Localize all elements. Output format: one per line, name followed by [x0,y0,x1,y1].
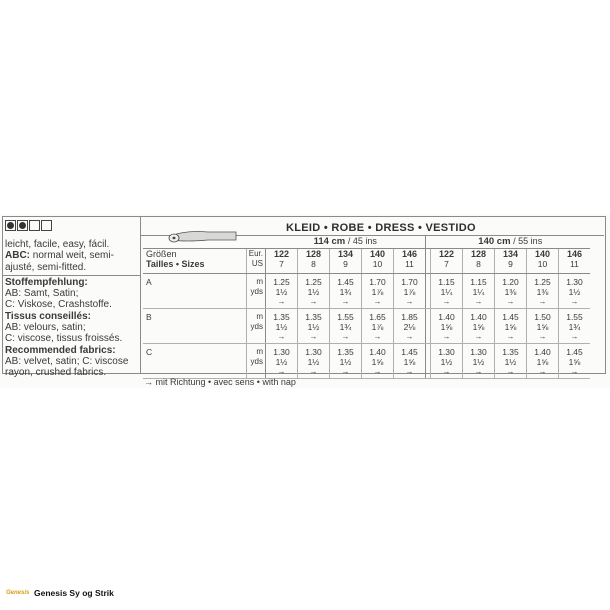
difficulty-dot-filled-icon [5,220,16,231]
difficulty-dot-empty-icon [29,220,40,231]
yardage-cell: 1.30 1½ → [559,274,591,309]
nap-arrow-icon: → [309,297,318,306]
nap-arrow-icon: → [405,297,414,306]
nap-footnote: → mit Richtung • avec sens • with nap [144,377,296,387]
nap-arrow-icon: → [442,297,451,306]
en-fabric-heading: Recommended fabrics: [5,344,116,356]
yardage-cell: 1.65 1⅞ → [362,309,394,344]
yardage-cell: 1.45 1¾ → [330,274,362,309]
nap-arrow-icon: → [341,332,350,341]
yardage-cell: 1.45 1⅝ → [495,309,527,344]
difficulty-label: leicht, facile, easy, fácil. [5,239,110,250]
yardage-cell: 1.15 1¼ → [463,274,495,309]
fabric-text [5,239,139,379]
nap-arrow-icon: → [405,367,414,376]
fabric-width-114: 114 cm / 45 ins [313,236,377,247]
yardage-cell: 1.45 1⅝ → [394,344,426,379]
nap-arrow-icon: → [474,297,483,306]
de-fabric-heading: Stoffempfehlung: [5,276,88,288]
yardage-cell: 1.35 1½ → [330,344,362,379]
yardage-cell: 1.30 1½ → [463,344,495,379]
size-header: 128 8 [463,249,495,274]
yardage-cell: 1.50 1⅝ → [527,309,559,344]
fabric-width-140: 140 cm / 55 ins [478,236,543,247]
nap-arrow-icon: → [277,297,286,306]
nap-arrow-icon: → [405,332,414,341]
nap-arrow-icon: → [538,297,547,306]
size-header: 140 10 [362,249,394,274]
size-header: 146 11 [559,249,591,274]
yardage-cell: 1.15 1¼ → [431,274,463,309]
nap-arrow-icon: → [341,297,350,306]
fit-description: ABC: normal weit, semi-ajusté, semi-fitted. [5,250,114,273]
nap-arrow-icon: → [309,332,318,341]
nap-arrow-icon: → [570,367,579,376]
fr-fabric-ab: AB: velours, satin; [5,322,86,334]
fabric-info-column [3,217,141,379]
view-label: A [143,274,247,309]
nap-arrow-icon: → [341,367,350,376]
table-row [143,309,590,344]
yardage-cell: 1.55 1¾ → [330,309,362,344]
size-header: 146 11 [394,249,426,274]
difficulty-dot-empty-icon [41,220,52,231]
nap-arrow-icon: → [506,297,515,306]
yardage-cell: 1.20 1⅜ → [495,274,527,309]
yardage-cell: 1.40 1⅝ → [362,344,394,379]
nap-arrow-icon: → [373,297,382,306]
table-row [143,344,590,379]
yardage-cell: 1.25 1⅜ → [527,274,559,309]
brand-name: Genesis Sy og Strik [34,588,114,598]
nap-arrow-icon: → [373,367,382,376]
yardage-cell: 1.40 1⅝ → [431,309,463,344]
table-row [143,274,590,309]
yardage-cell: 1.35 1½ → [495,344,527,379]
fr-fabric-heading: Tissus conseillés: [5,310,91,322]
yardage-cell: 1.35 1½ → [266,309,298,344]
nap-arrow-icon: → [506,332,515,341]
nap-arrow-icon: → [373,332,382,341]
yardage-cell: 1.25 1½ → [266,274,298,309]
nap-arrow-icon: → [538,367,547,376]
row-units: m yds [247,274,266,309]
nap-arrow-icon: → [442,367,451,376]
yardage-cell: 1.55 1¾ → [559,309,591,344]
yardage-table [143,236,590,379]
yardage-cell: 1.40 1⅝ → [527,344,559,379]
size-units: Eur. US [247,249,266,274]
yardage-cell: 1.35 1½ → [298,309,330,344]
row-units: m yds [247,309,266,344]
size-header: 122 7 [266,249,298,274]
nap-arrow-icon: → [277,332,286,341]
yardage-cell: 1.25 1½ → [298,274,330,309]
brand [6,588,114,598]
difficulty-rating [5,220,53,231]
size-header: 122 7 [431,249,463,274]
sizes-label: Größen Tailles • Sizes [143,249,247,274]
row-units: m yds [247,344,266,379]
de-fabric-c: C: Viskose, Crashstoffe. [5,299,112,311]
en-fabric-text: AB: velvet, satin; C: viscose rayon, crushed fabrics. [5,355,129,379]
nap-arrow-icon: → [506,367,515,376]
size-header: 140 10 [527,249,559,274]
fr-fabric-c: C: viscose, tissus froissés. [5,333,123,345]
size-header: 134 9 [495,249,527,274]
yardage-cell: 1.45 1⅝ → [559,344,591,379]
nap-arrow-icon: → [309,367,318,376]
divider [3,275,141,276]
nap-arrow-icon: → [474,367,483,376]
yardage-cell: 1.70 1⅞ → [362,274,394,309]
yardage-cell: 1.85 2⅛ → [394,309,426,344]
garment-title: KLEID • ROBE • DRESS • VESTIDO [286,222,476,234]
size-header: 134 9 [330,249,362,274]
yardage-cell: 1.40 1⅝ → [463,309,495,344]
nap-arrow-icon: → [538,332,547,341]
yardage-cell: 1.30 1½ → [266,344,298,379]
nap-arrow-icon: → [442,332,451,341]
nap-arrow-icon: → [570,297,579,306]
size-header: 128 8 [298,249,330,274]
nap-arrow-icon: → [277,367,286,376]
view-label: B [143,309,247,344]
view-label: C [143,344,247,379]
yardage-cell: 1.30 1½ → [298,344,330,379]
de-fabric-ab: AB: Samt, Satin; [5,288,79,300]
nap-arrow-icon: → [474,332,483,341]
nap-arrow-icon: → [570,332,579,341]
difficulty-dot-filled-icon [17,220,28,231]
brand-logo: Genesis [6,589,30,596]
yardage-cell: 1.30 1½ → [431,344,463,379]
yardage-cell: 1.70 1⅞ → [394,274,426,309]
